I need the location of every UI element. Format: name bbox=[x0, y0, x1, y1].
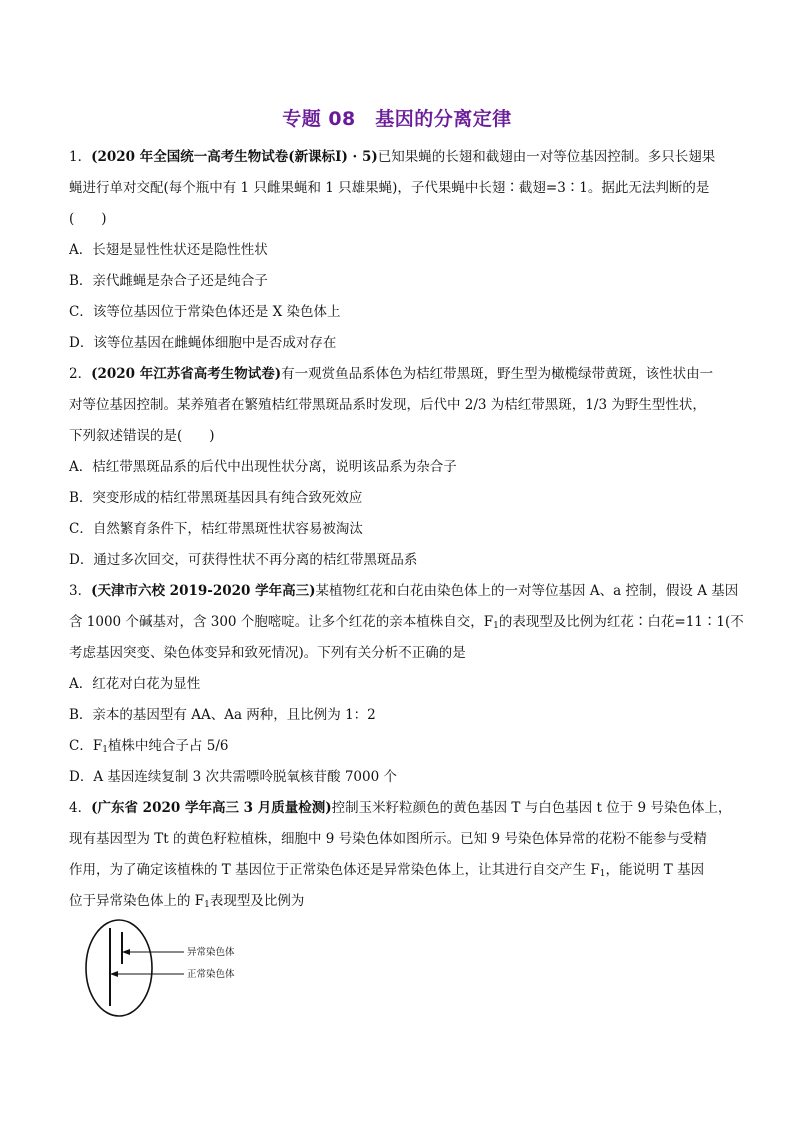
abnormal-chromosome-label: 异常染色体 bbox=[187, 947, 235, 958]
q1-line-3: ( ) bbox=[69, 211, 107, 227]
q2-number: 2． bbox=[69, 366, 92, 382]
q3-option-b: B．亲本的基因型有 AA、Aa 两种，且比例为 1：2 bbox=[69, 707, 376, 723]
q3-text-2b: 的表现型及比例为红花∶白花=11∶1(不 bbox=[498, 614, 744, 630]
normal-chromosome-label: 正常染色体 bbox=[187, 969, 235, 980]
q3-option-c-text: 植株中纯合子占 5/6 bbox=[107, 738, 229, 754]
q1-source: (2020 年全国统一高考生物试卷(新课标Ⅰ) · 5) bbox=[91, 149, 378, 165]
q4-text-4a: 位于异常染色体上的 F bbox=[69, 893, 205, 909]
cell-outline bbox=[86, 920, 152, 1016]
q1-option-d: D．该等位基因在雌蝇体细胞中是否成对存在 bbox=[69, 335, 337, 351]
q3-line-2 bbox=[69, 607, 744, 638]
q2-line-3: 下列叙述错误的是( ) bbox=[69, 428, 215, 444]
q4-line-1 bbox=[69, 793, 732, 824]
q1-option-b: B．亲代雌蝇是杂合子还是纯合子 bbox=[69, 273, 268, 289]
q1-line-1 bbox=[69, 142, 729, 173]
q2-option-c: C．自然繁育条件下，桔红带黑斑性状容易被淘汰 bbox=[69, 521, 363, 537]
q4-subscript-2: 1 bbox=[204, 900, 210, 910]
normal-arrowhead bbox=[110, 971, 118, 977]
q1-number: 1． bbox=[69, 149, 92, 165]
q4-number: 4． bbox=[69, 800, 92, 816]
q3-text-1: 某植物红花和白花由染色体上的一对等位基因 A、a 控制，假设 A 基因 bbox=[315, 583, 739, 599]
q2-line-2: 对等位基因控制。某养殖者在繁殖桔红带黑斑品系时发现，后代中 2/3 为桔红带黑斑，1/3 为野生型性状， bbox=[69, 397, 706, 413]
q4-subscript-1: 1 bbox=[599, 869, 606, 879]
q3-number: 3． bbox=[69, 583, 92, 599]
abnormal-arrowhead bbox=[122, 949, 130, 955]
chromosome-diagram bbox=[84, 918, 264, 1018]
q3-option-d: D．A 基因连续复制 3 次共需嘌呤脱氧核苷酸 7000 个 bbox=[69, 769, 397, 785]
q4-text-3a: 作用，为了确定该植株的 T 基因位于正常染色体还是异常染色体上，让其进行自交产生 F bbox=[69, 862, 600, 878]
q2-source: (2020 年江苏省高考生物试卷) bbox=[91, 366, 282, 382]
q3-text-2a: 含 1000 个碱基对，含 300 个胞嘧啶。让多个红花的亲本植株自交，F bbox=[69, 614, 494, 630]
q4-text-1: 控制玉米籽粒颜色的黄色基因 T 与白色基因 t 位于 9 号染色体上， bbox=[331, 800, 732, 816]
q2-option-a: A．桔红带黑斑品系的后代中出现性状分离，说明该品系为杂合子 bbox=[69, 459, 457, 475]
q3-option-c-subscript: 1 bbox=[102, 745, 108, 755]
q1-line-2: 蝇进行单对交配(每个瓶中有 1 只雌果蝇和 1 只雄果蝇)，子代果蝇中长翅∶截翅=3∶1。据此无法判断的是 bbox=[69, 180, 710, 196]
q2-option-b: B．突变形成的桔红带黑斑基因具有纯合致死效应 bbox=[69, 490, 363, 506]
page-title: 专题 08 基因的分离定律 bbox=[282, 108, 512, 130]
q3-line-3: 考虑基因突变、染色体变异和致死情况)。下列有关分析不正确的是 bbox=[69, 645, 466, 661]
q1-option-a: A．长翅是显性性状还是隐性性状 bbox=[69, 242, 268, 258]
q3-source: (天津市六校 2019-2020 学年高三) bbox=[91, 583, 316, 599]
q4-line-3 bbox=[69, 855, 729, 886]
q2-option-d: D．通过多次回交，可获得性状不再分离的桔红带黑斑品系 bbox=[69, 552, 418, 568]
q1-option-c: C．该等位基因位于常染色体还是 X 染色体上 bbox=[69, 304, 341, 320]
q3-subscript: 1 bbox=[493, 621, 499, 631]
q2-text-1: 有一观赏鱼品系体色为桔红带黑斑，野生型为橄榄绿带黄斑，该性状由一 bbox=[281, 366, 714, 382]
q4-text-4b: 表现型及比例为 bbox=[209, 893, 305, 909]
q4-line-4 bbox=[69, 886, 729, 917]
q3-option-a: A．红花对白花为显性 bbox=[69, 676, 201, 692]
q4-source: (广东省 2020 学年高三 3 月质量检测) bbox=[91, 800, 332, 816]
chromosome-figure bbox=[84, 918, 264, 1018]
q3-option-c bbox=[69, 731, 729, 762]
q1-text-1: 已知果蝇的长翅和截翅由一对等位基因控制。多只长翅果 bbox=[377, 149, 716, 165]
q3-line-1 bbox=[69, 576, 739, 607]
q2-line-1 bbox=[69, 359, 729, 390]
question-list bbox=[69, 142, 744, 917]
q3-option-c-prefix: C．F bbox=[69, 738, 103, 754]
q4-line-2: 现有基因型为 Tt 的黄色籽粒植株，细胞中 9 号染色体如图所示。已知 9 号染色体异常的花粉不能参与受精 bbox=[69, 831, 707, 847]
q4-text-3b: ，能说明 T 基因 bbox=[605, 862, 705, 878]
